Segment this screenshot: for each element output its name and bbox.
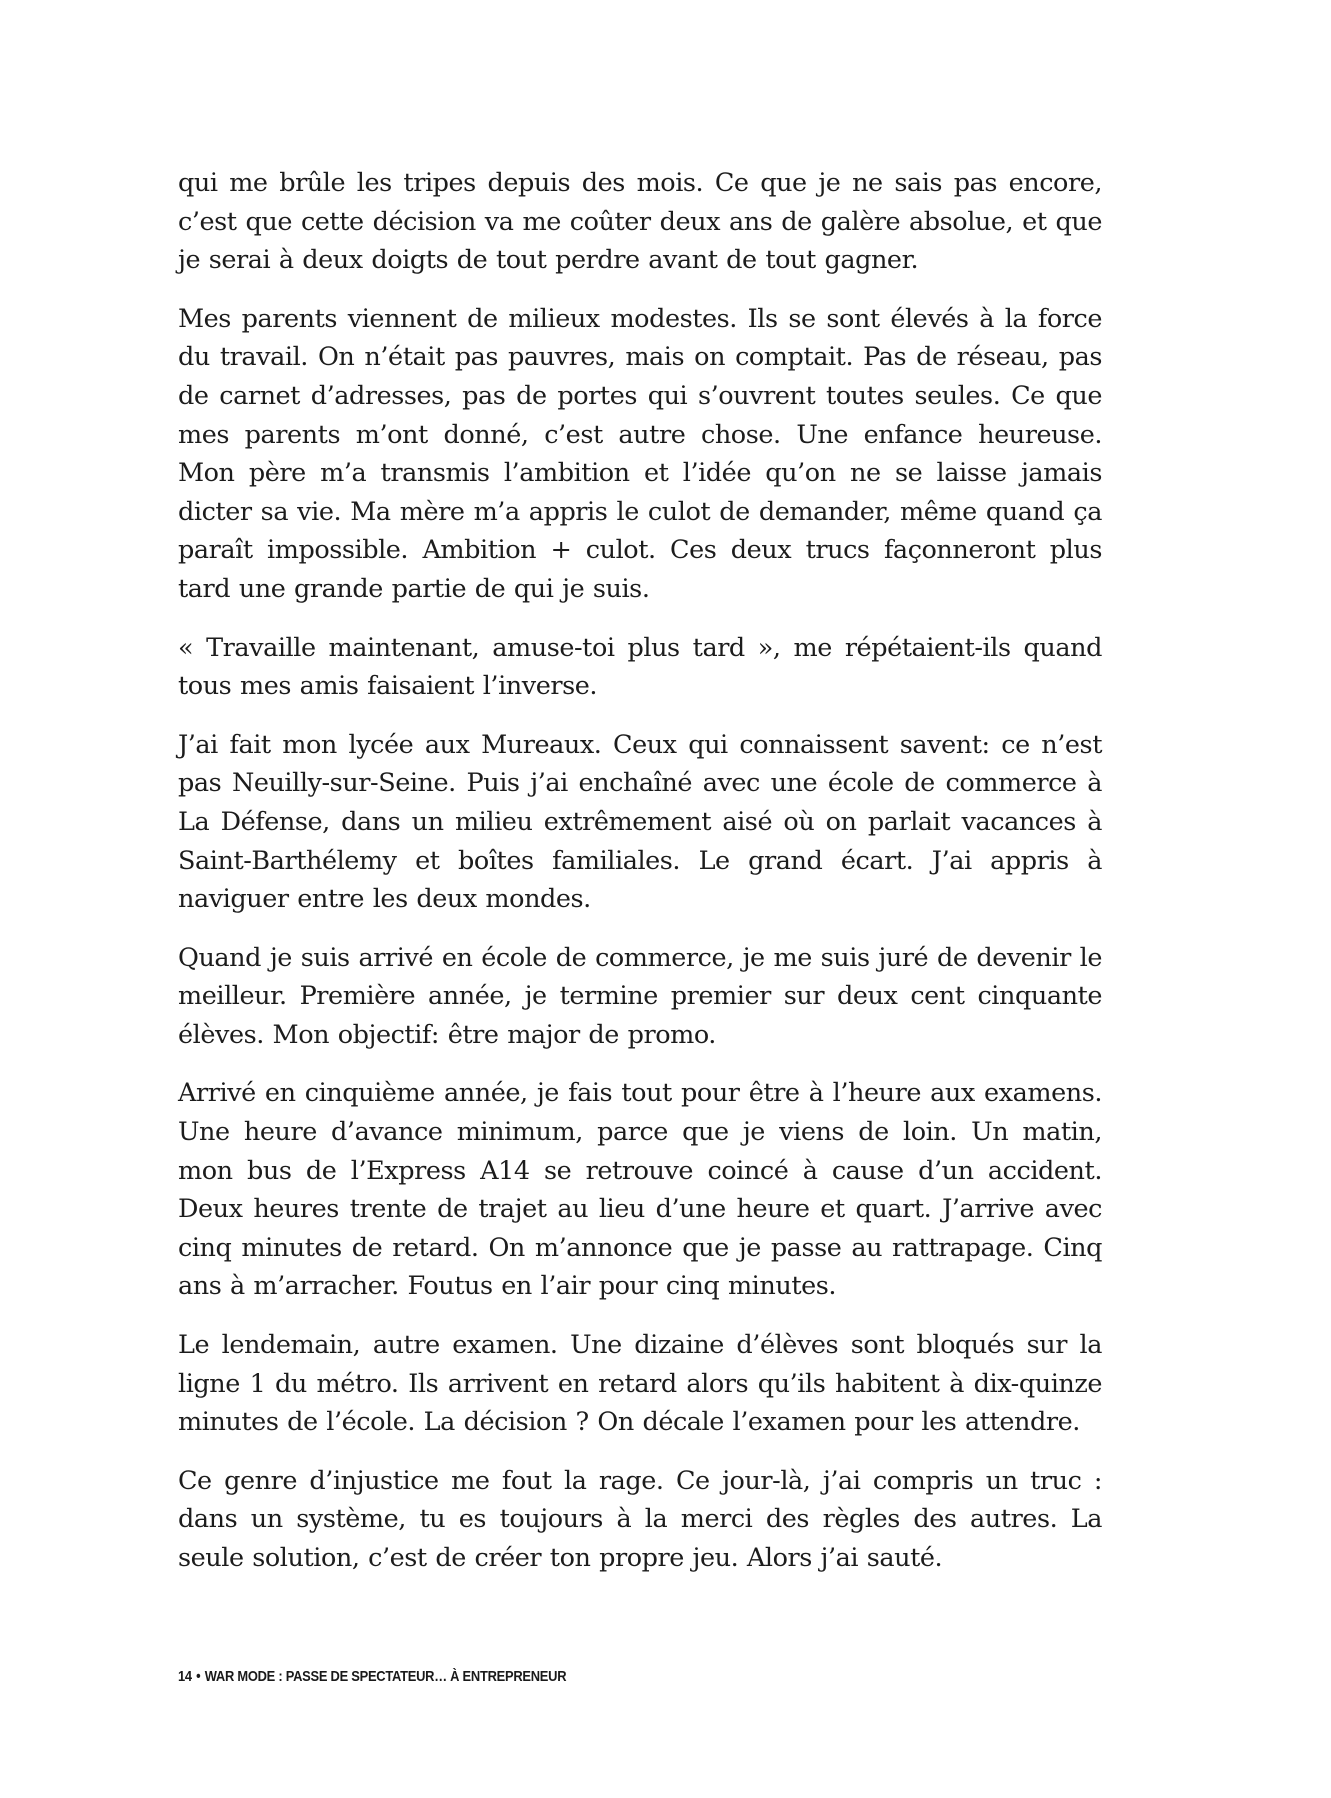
paragraph: Ce genre d’injustice me fout la rage. Ce jour-là, j’ai compris un truc : dans un système, tu es toujours à la merci des règles des autres. La seule solution, c’est de créer ton propre jeu. Alors j’ai sauté. xyxy=(178,1465,1102,1573)
paragraph: Le lendemain, autre examen. Une dizaine d’élèves sont bloqués sur la ligne 1 du métro. Ils arrivent en retard alors qu’ils habitent à dix-quinze minutes de l’école. La décision ? On décale l’examen pour les attendre. xyxy=(178,1330,1102,1438)
footer-separator: • xyxy=(196,1668,201,1685)
paragraph: Mes parents viennent de milieux modestes. Ils se sont élevés à la force du travail. On n’était pas pauvres, mais on comptait. Pas de réseau, pas de carnet d’adresses, pas de portes qui s’ouvrent toutes seules. Ce que mes parents m’ont donné, c’est autre chose. Une enfance heureuse. Mon père m’a transmis l’ambition et l’idée qu’on ne se laisse jamais dicter sa vie. Ma mère m’a appris le culot de demander, même quand ça paraît impossible. Ambition + culot. Ces deux trucs façonneront plus tard une grande partie de qui je suis. xyxy=(178,303,1102,604)
page-footer xyxy=(178,1668,566,1685)
paragraph: Arrivé en cinquième année, je fais tout pour être à l’heure aux examens. Une heure d’avance minimum, parce que je viens de loin. Un matin, mon bus de l’Express A14 se retrouve coincé à cause d’un accident. Deux heures trente de trajet au lieu d’une heure et quart. J’arrive avec cinq minutes de retard. On m’annonce que je passe au rattrapage. Cinq ans à m’arracher. Foutus en l’air pour cinq minutes. xyxy=(178,1078,1102,1302)
running-title: WAR MODE : PASSE DE SPECTATEUR… À ENTREPRENEUR xyxy=(204,1668,567,1685)
paragraph: « Travaille maintenant, amuse-toi plus tard », me répétaient-ils quand tous mes amis faisaient l’inverse. xyxy=(178,632,1102,702)
paragraph: J’ai fait mon lycée aux Mureaux. Ceux qui connaissent savent: ce n’est pas Neuilly-sur-Seine. Puis j’ai enchaîné avec une école de commerce à La Défense, dans un milieu extrêmement aisé où on parlait vacances à Saint-Barthélemy et boîtes familiales. Le grand écart. J’ai appris à naviguer entre les deux mondes. xyxy=(178,729,1102,915)
paragraph: qui me brûle les tripes depuis des mois. Ce que je ne sais pas encore, c’est que cette décision va me coûter deux ans de galère absolue, et que je serai à deux doigts de tout perdre avant de tout gagner. xyxy=(178,168,1102,276)
body-text xyxy=(178,164,1102,1598)
paragraph: Quand je suis arrivé en école de commerce, je me suis juré de devenir le meilleur. Première année, je termine premier sur deux cent cinquante élèves. Mon objectif: être major de promo. xyxy=(178,942,1102,1050)
page-number: 14 xyxy=(178,1668,192,1685)
